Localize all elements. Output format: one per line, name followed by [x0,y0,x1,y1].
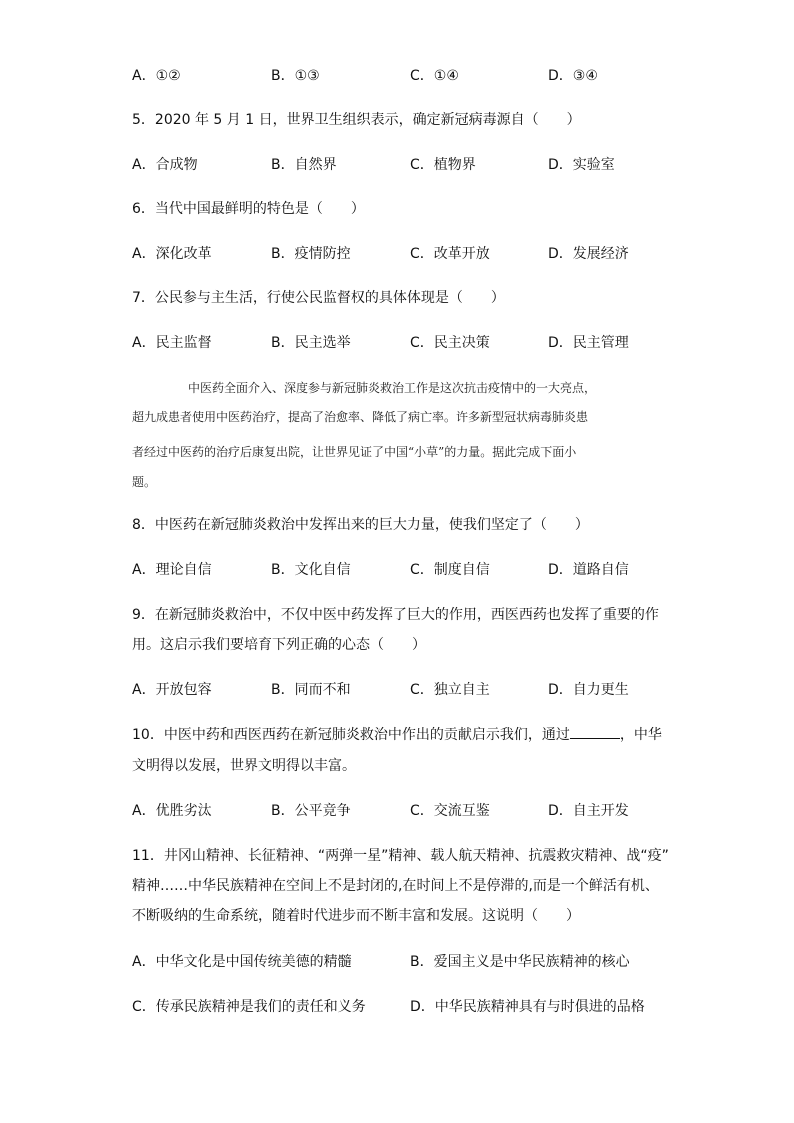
q5-option-a[interactable]: A．合成物 [132,157,198,173]
q10-options [0,799,794,823]
q10-option-a[interactable]: A．优胜劣汰 [132,803,212,819]
q8-option-a[interactable]: A．理论自信 [132,562,212,578]
q5-options [0,153,794,177]
q7-option-c[interactable]: C．民主决策 [410,335,490,351]
q7-option-d[interactable]: D．民主管理 [548,335,629,351]
q6-options [0,242,794,266]
q10-stem-text-1 [132,723,662,747]
q10-option-b[interactable]: B．公平竞争 [271,803,351,819]
q8-option-b[interactable]: B．文化自信 [271,562,351,578]
q9-option-c[interactable]: C．独立自主 [410,682,490,698]
q10-option-c[interactable]: C．交流互鉴 [410,803,490,819]
q5-stem-text: 5．2020 年 5 月 1 日，世界卫生组织表示，确定新冠病毒源自（ ） [132,112,581,128]
q10-stem-after-blank: ，中华 [619,727,662,743]
q10-stem-before-blank: 10．中医中药和西医西药在新冠肺炎救治中作出的贡献启示我们，通过 [132,727,570,743]
q8-option-d[interactable]: D．道路自信 [548,562,629,578]
q10-stem-text-2: 文明得以发展，世界文明得以丰富。 [132,758,356,774]
q10-fill-blank[interactable] [570,724,620,739]
q9-stem-line-1 [0,603,794,627]
q5-option-d[interactable]: D．实验室 [548,157,615,173]
q11-stem-text-2: 精神……中华民族精神在空间上不是封闭的,在时间上不是停滞的,而是一个鲜活有机、 [132,878,659,894]
q5-option-c[interactable]: C．植物界 [410,157,476,173]
passage-line-4: 题。 [132,475,157,489]
q11-stem-text-3: 不断吸纳的生命系统，随着时代进步而不断丰富和发展。这说明（ ） [132,908,580,924]
q10-stem-line-2 [0,754,794,778]
q6-option-b[interactable]: B．疫情防控 [271,246,351,262]
q9-options [0,678,794,702]
q6-stem [0,197,794,221]
q8-option-c[interactable]: C．制度自信 [410,562,490,578]
q11-stem-line-3 [0,904,794,928]
q7-stem-text: 7．公民参与主生活，行使公民监督权的具体体现是（ ） [132,290,505,306]
q4-option-b[interactable]: B．①③ [271,68,320,84]
q8-options [0,558,794,582]
q11-stem-line-1 [0,844,794,868]
q9-stem-line-2 [0,633,794,657]
q7-option-b[interactable]: B．民主选举 [271,335,351,351]
q8-stem-text: 8．中医药在新冠肺炎救治中发挥出来的巨大力量，使我们坚定了（ ） [132,517,589,533]
q9-option-d[interactable]: D．自力更生 [548,682,629,698]
q4-options [0,64,794,88]
q8-stem [0,513,794,537]
q11-options-row-1 [0,950,794,974]
q11-stem-line-2 [0,874,794,898]
q9-stem-text-1: 9．在新冠肺炎救治中，不仅中医中药发挥了巨大的作用，西医西药也发挥了重要的作 [132,607,659,623]
q6-stem-text: 6．当代中国最鲜明的特色是（ ） [132,201,365,217]
q7-option-a[interactable]: A．民主监督 [132,335,212,351]
q7-options [0,331,794,355]
q11-stem-text-1: 11．井冈山精神、长征精神、“两弹一星”精神、载人航天精神、抗震救灾精神、战“疫” [132,848,669,864]
q7-stem [0,286,794,310]
q9-option-a[interactable]: A．开放包容 [132,682,212,698]
passage-line-1: 中医药全面介入、深度参与新冠肺炎救治工作是这次抗击疫情中的一大亮点， [188,381,597,395]
q6-option-c[interactable]: C．改革开放 [410,246,490,262]
q10-stem-line-1 [0,723,794,747]
q10-option-d[interactable]: D．自主开发 [548,803,629,819]
q9-stem-text-2: 用。这启示我们要培育下列正确的心态（ ） [132,637,426,653]
q4-option-a[interactable]: A．①② [132,68,181,84]
q4-option-d[interactable]: D．③④ [548,68,598,84]
q11-option-c[interactable]: C．传承民族精神是我们的责任和义务 [132,999,366,1015]
passage-line-2: 超九成患者使用中医药治疗，提高了治愈率、降低了病亡率。许多新型冠状病毒肺炎患 [132,410,589,424]
q4-option-c[interactable]: C．①④ [410,68,459,84]
q6-option-d[interactable]: D．发展经济 [548,246,629,262]
passage-line-3: 者经过中医药的治疗后康复出院，让世界见证了中国“小草”的力量。据此完成下面小 [132,445,577,459]
q11-option-a[interactable]: A．中华文化是中国传统美德的精髓 [132,954,352,970]
q5-stem [0,108,794,132]
q11-options-row-2 [0,995,794,1019]
q11-option-b[interactable]: B．爱国主义是中华民族精神的核心 [410,954,630,970]
q5-option-b[interactable]: B．自然界 [271,157,337,173]
q9-option-b[interactable]: B．同而不和 [271,682,351,698]
q11-option-d[interactable]: D．中华民族精神具有与时俱进的品格 [410,999,645,1015]
q6-option-a[interactable]: A．深化改革 [132,246,212,262]
